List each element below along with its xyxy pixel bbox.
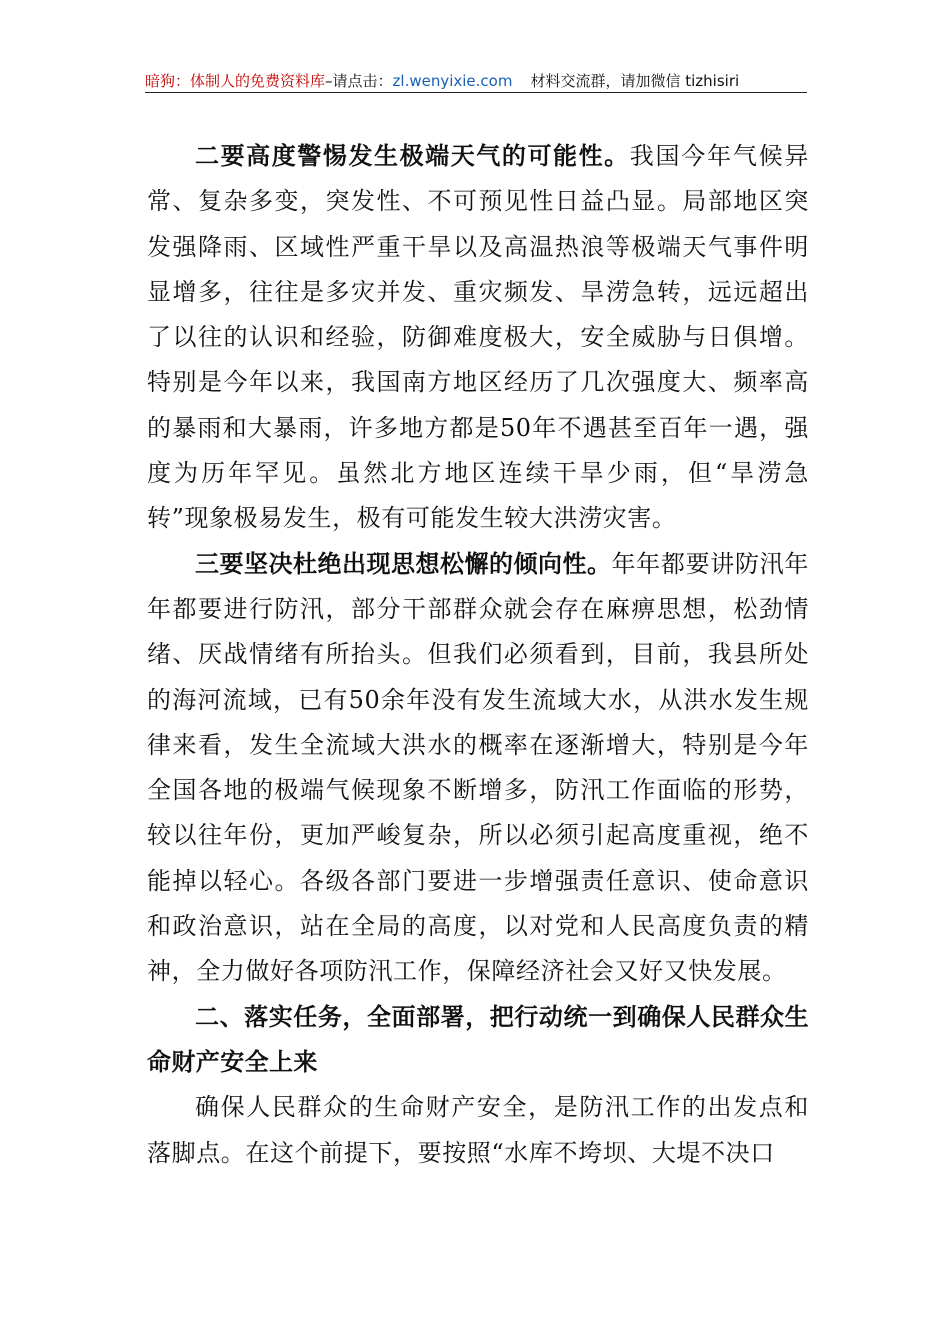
paragraph-extreme-weather xyxy=(147,134,809,542)
paragraph-lead-text: 二要高度警惕发生极端天气的可能性。 xyxy=(195,142,630,170)
header-site-name: 暗狗：体制人的免费资料库 xyxy=(145,72,326,90)
header-group-info: 材料交流群，请加微信 tizhisiri xyxy=(530,72,740,90)
header-click-prompt: –请点击： xyxy=(325,72,393,90)
document-body xyxy=(147,134,809,1176)
paragraph-safety: 确保人民群众的生命财产安全，是防汛工作的出发点和落脚点。在这个前提下，要按照“水库不垮坝、大堤不决口 xyxy=(147,1093,809,1167)
page-header xyxy=(145,68,807,93)
paragraph-text: 年年都要讲防汛年年都要进行防汛，部分干部群众就会存在麻痹思想，松劲情绪、厌战情绪有所抬头。但我们必须看到，目前，我县所处的海河流域，已有50余年没有发生流域大水，从洪水发生规律来看，发生全流域大洪水的概率在逐渐增大，特别是今年全国各地的极端气候现象不断增多，防汛工作面临的形势，较以往年份，更加严峻复杂，所以必须引起高度重视，绝不能掉以轻心。各级各部门要进一步增强责任意识、使命意识和政治意识，站在全局的高度，以对党和人民高度负责的精神，全力做好各项防汛工作，保障经济社会又好又快发展。 xyxy=(147,549,809,986)
header-url-link[interactable]: zl.wenyixie.com xyxy=(392,72,513,90)
paragraph-complacency xyxy=(147,542,809,995)
section-heading: 二、落实任务，全面部署，把行动统一到确保人民群众生命财产安全上来 xyxy=(147,1002,809,1076)
paragraph-lead-text: 三要坚决杜绝出现思想松懈的倾向性。 xyxy=(195,549,612,578)
paragraph-text: 我国今年气候异常、复杂多变，突发性、不可预见性日益凸显。局部地区突发强降雨、区域性严重干旱以及高温热浪等极端天气事件明显增多，往往是多灾并发、重灾频发、旱涝急转，远远超出了以往的认识和经验，防御难度极大，安全威胁与日俱增。特别是今年以来，我国南方地区经历了几次强度大、频率高的暴雨和大暴雨，许多地方都是50年不遇甚至百年一遇，强度为历年罕见。虽然北方地区连续干旱少雨，但“旱涝急转”现象极易发生，极有可能发生较大洪涝灾害。 xyxy=(147,142,809,533)
